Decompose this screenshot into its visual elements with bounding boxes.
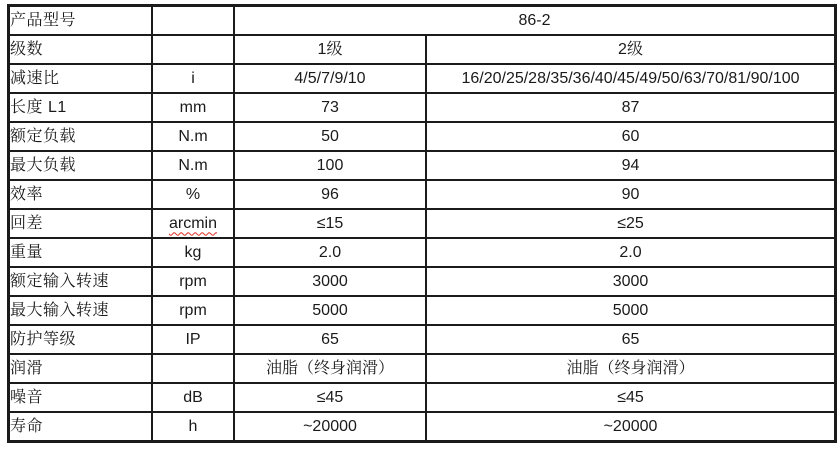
table-row <box>9 296 836 325</box>
spec-unit-cell: % <box>152 180 234 209</box>
table-row <box>9 412 836 442</box>
table-row <box>9 6 836 36</box>
spec-value-cell-stage1: ≤15 <box>234 209 426 238</box>
spec-unit-cell: i <box>152 64 234 93</box>
spec-value-cell-stage1: 2.0 <box>234 238 426 267</box>
spec-value-cell-stage2: ≤25 <box>426 209 836 238</box>
spec-value-cell-stage1: 3000 <box>234 267 426 296</box>
spec-value-cell-stage1: 50 <box>234 122 426 151</box>
spec-value-cell-stage2: 16/20/25/28/35/36/40/45/49/50/63/70/81/90/100 <box>426 64 836 93</box>
spec-value-cell-stage1: 5000 <box>234 296 426 325</box>
table-row <box>9 325 836 354</box>
spec-label-cell: 长度 L1 <box>9 93 153 122</box>
spec-label-cell: 额定输入转速 <box>9 267 153 296</box>
spec-value-cell-stage2: 60 <box>426 122 836 151</box>
spec-value-cell-stage1: 65 <box>234 325 426 354</box>
spec-unit-cell <box>152 354 234 383</box>
spec-label-cell: 减速比 <box>9 64 153 93</box>
spec-label-cell: 最大负载 <box>9 151 153 180</box>
spec-label-cell: 防护等级 <box>9 325 153 354</box>
spec-value-cell-stage2: ~20000 <box>426 412 836 442</box>
spec-unit-cell: mm <box>152 93 234 122</box>
spec-value-cell-stage2: 2.0 <box>426 238 836 267</box>
spec-label-cell: 效率 <box>9 180 153 209</box>
spec-label-cell: 最大输入转速 <box>9 296 153 325</box>
spec-label-cell: 级数 <box>9 35 153 64</box>
table-row <box>9 93 836 122</box>
spec-unit-cell: IP <box>152 325 234 354</box>
spec-unit-cell: rpm <box>152 267 234 296</box>
spec-value-cell-stage2: 94 <box>426 151 836 180</box>
spec-value-cell-stage2: ≤45 <box>426 383 836 412</box>
spec-value-cell-stage2: 5000 <box>426 296 836 325</box>
spec-label-cell: 额定负载 <box>9 122 153 151</box>
spec-table-body <box>9 6 836 442</box>
spec-value-cell-stage1: 73 <box>234 93 426 122</box>
spec-value-cell: 86-2 <box>234 6 836 36</box>
spec-value-cell-stage2: 3000 <box>426 267 836 296</box>
spec-unit-cell: kg <box>152 238 234 267</box>
spec-table-container <box>7 4 837 443</box>
spec-label-cell: 回差 <box>9 209 153 238</box>
spec-value-cell-stage1: 100 <box>234 151 426 180</box>
table-row <box>9 64 836 93</box>
spec-value-cell-stage1: 96 <box>234 180 426 209</box>
spec-unit-cell: N.m <box>152 122 234 151</box>
product-spec-table <box>7 4 837 443</box>
spec-value-cell-stage1: 1级 <box>234 35 426 64</box>
table-row <box>9 122 836 151</box>
table-row <box>9 354 836 383</box>
spec-value-cell-stage1: 4/5/7/9/10 <box>234 64 426 93</box>
spec-label-cell: 噪音 <box>9 383 153 412</box>
spec-value-cell-stage1: ≤45 <box>234 383 426 412</box>
spec-unit-cell: N.m <box>152 151 234 180</box>
table-row <box>9 267 836 296</box>
table-row <box>9 209 836 238</box>
spec-label-cell: 重量 <box>9 238 153 267</box>
table-row <box>9 180 836 209</box>
spec-unit-cell: h <box>152 412 234 442</box>
spec-unit-cell: rpm <box>152 296 234 325</box>
spec-value-cell-stage2: 87 <box>426 93 836 122</box>
spec-value-cell-stage2: 65 <box>426 325 836 354</box>
table-row <box>9 383 836 412</box>
spec-value-cell-stage2: 90 <box>426 180 836 209</box>
spec-value-cell-stage1: 油脂（终身润滑） <box>234 354 426 383</box>
spec-label-cell: 润滑 <box>9 354 153 383</box>
spec-value-cell-stage2: 油脂（终身润滑） <box>426 354 836 383</box>
spec-unit-cell <box>152 35 234 64</box>
table-row <box>9 151 836 180</box>
spec-label-cell: 寿命 <box>9 412 153 442</box>
table-row <box>9 238 836 267</box>
spec-value-cell-stage2: 2级 <box>426 35 836 64</box>
spec-unit-cell: arcmin <box>152 209 234 238</box>
spec-value-cell-stage1: ~20000 <box>234 412 426 442</box>
table-row <box>9 35 836 64</box>
spec-unit-cell <box>152 6 234 36</box>
spec-unit-cell: dB <box>152 383 234 412</box>
spec-label-cell: 产品型号 <box>9 6 153 36</box>
